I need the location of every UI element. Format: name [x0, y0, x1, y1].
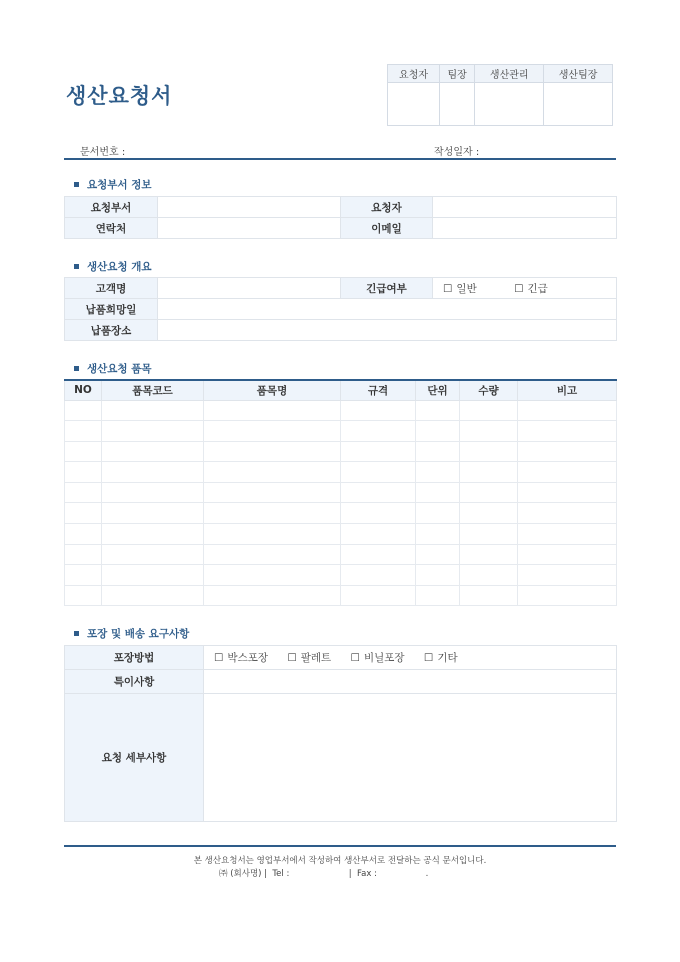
table-cell[interactable] [204, 462, 341, 483]
table-cell[interactable] [518, 524, 617, 545]
table-cell[interactable] [102, 585, 204, 606]
packing-options [204, 646, 617, 670]
table-cell[interactable] [518, 441, 617, 462]
col-header-item-name: 품목명 [204, 380, 341, 400]
requester-label: 요청자 [341, 197, 433, 218]
checkbox-icon[interactable]: ☐ [423, 652, 434, 664]
table-cell[interactable] [460, 441, 518, 462]
email-label: 이메일 [341, 218, 433, 239]
table-cell[interactable] [65, 400, 102, 421]
table-cell[interactable] [341, 565, 416, 586]
table-cell[interactable] [460, 462, 518, 483]
due-date-label: 납품희망일 [65, 299, 158, 320]
dept-field[interactable] [158, 197, 341, 218]
table-cell[interactable] [65, 565, 102, 586]
table-row [65, 482, 617, 503]
table-cell[interactable] [341, 421, 416, 442]
table-cell[interactable] [460, 503, 518, 524]
table-cell[interactable] [518, 462, 617, 483]
section-title: 요청부서 정보 [87, 179, 152, 191]
col-header-unit: 단위 [416, 380, 460, 400]
table-cell[interactable] [341, 462, 416, 483]
table-cell[interactable] [416, 585, 460, 606]
request-details-label: 요청 세부사항 [65, 694, 204, 822]
checkbox-icon[interactable]: ☐ [514, 282, 524, 295]
col-header-no: NO [65, 380, 102, 400]
section-heading-overview [74, 259, 152, 274]
section-heading-dept [74, 177, 152, 192]
table-cell[interactable] [341, 524, 416, 545]
table-row [65, 544, 617, 565]
table-cell[interactable] [65, 503, 102, 524]
checkbox-icon[interactable]: ☐ [287, 652, 297, 664]
col-header-remarks: 비고 [518, 380, 617, 400]
table-cell[interactable] [102, 482, 204, 503]
doc-info-bar [64, 138, 616, 160]
packing-table [64, 645, 617, 822]
table-row [65, 441, 617, 462]
special-notes-label: 특이사항 [65, 670, 204, 694]
table-cell[interactable] [65, 544, 102, 565]
table-cell[interactable] [204, 441, 341, 462]
section-title: 생산요청 개요 [87, 261, 152, 273]
table-cell[interactable] [65, 585, 102, 606]
approval-header-production-lead: 생산팀장 [544, 65, 613, 83]
table-cell[interactable] [416, 400, 460, 421]
footer-divider [64, 845, 616, 847]
table-row [65, 565, 617, 586]
table-cell[interactable] [341, 400, 416, 421]
table-cell[interactable] [204, 400, 341, 421]
table-row [65, 400, 617, 421]
overview-table [64, 277, 617, 341]
checkbox-icon[interactable]: ☐ [443, 282, 453, 295]
table-cell[interactable] [518, 400, 617, 421]
section-title: 생산요청 품목 [87, 363, 152, 375]
table-cell[interactable] [102, 524, 204, 545]
table-cell[interactable] [460, 565, 518, 586]
table-cell[interactable] [65, 421, 102, 442]
checkbox-icon[interactable]: ☐ [350, 652, 360, 664]
table-cell[interactable] [341, 544, 416, 565]
urgency-urgent-option[interactable]: ☐ 긴급 [514, 282, 548, 295]
table-cell[interactable] [518, 421, 617, 442]
approval-table [387, 64, 613, 126]
table-cell[interactable] [341, 585, 416, 606]
table-cell[interactable] [204, 565, 341, 586]
contact-field[interactable] [158, 218, 341, 239]
table-cell[interactable] [102, 441, 204, 462]
table-cell[interactable] [204, 524, 341, 545]
table-cell[interactable] [102, 503, 204, 524]
table-cell[interactable] [460, 585, 518, 606]
table-cell[interactable] [518, 544, 617, 565]
col-header-spec: 규격 [341, 380, 416, 400]
packing-pallet-option[interactable]: ☐ 팔레트 [287, 652, 332, 664]
section-heading-packing [74, 626, 189, 641]
dept-info-table [64, 196, 617, 239]
table-cell[interactable] [102, 565, 204, 586]
urgency-options [433, 278, 617, 299]
special-notes-field[interactable] [204, 670, 617, 694]
urgency-label: 긴급여부 [341, 278, 433, 299]
table-cell[interactable] [102, 421, 204, 442]
table-cell[interactable] [204, 503, 341, 524]
packing-method-label: 포장방법 [65, 646, 204, 670]
section-heading-items [74, 361, 152, 376]
col-header-qty: 수량 [460, 380, 518, 400]
table-cell[interactable] [65, 441, 102, 462]
customer-label: 고객명 [65, 278, 158, 299]
table-cell[interactable] [518, 503, 617, 524]
approval-sign-cell[interactable] [475, 83, 544, 126]
doc-number-label: 문서번호 : [80, 147, 126, 158]
doc-date-label: 작성일자 : [434, 147, 480, 158]
table-row [65, 524, 617, 545]
footer-notice: 본 생산요청서는 영업부서에서 작성하여 생산부서로 전달하는 공식 문서입니다. [193, 856, 487, 866]
contact-label: 연락처 [65, 218, 158, 239]
dept-label: 요청부서 [65, 197, 158, 218]
table-cell[interactable] [102, 544, 204, 565]
table-cell[interactable] [460, 421, 518, 442]
table-cell[interactable] [460, 524, 518, 545]
items-table [64, 379, 617, 606]
approval-header-team-lead: 팀장 [440, 65, 475, 83]
packing-other-option[interactable]: ☐ 기타 [423, 652, 458, 664]
requester-field[interactable] [433, 197, 617, 218]
delivery-place-field[interactable] [158, 320, 617, 341]
table-cell[interactable] [416, 421, 460, 442]
approval-header-requester: 요청자 [388, 65, 440, 83]
square-bullet-icon [74, 631, 79, 636]
table-cell[interactable] [460, 482, 518, 503]
table-cell[interactable] [341, 441, 416, 462]
due-date-field[interactable] [158, 299, 617, 320]
table-cell[interactable] [460, 400, 518, 421]
square-bullet-icon [74, 366, 79, 371]
table-cell[interactable] [102, 462, 204, 483]
section-title: 포장 및 배송 요구사항 [87, 628, 190, 640]
table-cell[interactable] [416, 544, 460, 565]
table-cell[interactable] [416, 565, 460, 586]
table-cell[interactable] [460, 544, 518, 565]
packing-box-option[interactable]: ☐ 박스포장 [214, 652, 268, 664]
checkbox-icon[interactable]: ☐ [214, 652, 224, 664]
table-cell[interactable] [416, 503, 460, 524]
table-cell[interactable] [65, 462, 102, 483]
table-cell[interactable] [204, 544, 341, 565]
table-cell[interactable] [341, 503, 416, 524]
square-bullet-icon [74, 264, 79, 269]
table-cell[interactable] [65, 482, 102, 503]
table-cell[interactable] [341, 482, 416, 503]
table-cell[interactable] [416, 462, 460, 483]
delivery-place-label: 납품장소 [65, 320, 158, 341]
footer-company-info: ㈜ (회사명) | Tel : | Fax : . [219, 869, 429, 879]
table-cell[interactable] [416, 441, 460, 462]
table-cell[interactable] [518, 565, 617, 586]
email-field[interactable] [433, 218, 617, 239]
table-cell[interactable] [518, 482, 617, 503]
customer-field[interactable] [158, 278, 341, 299]
col-header-item-code: 품목코드 [102, 380, 204, 400]
table-cell[interactable] [65, 524, 102, 545]
table-cell[interactable] [416, 482, 460, 503]
approval-header-production-mgmt: 생산관리 [475, 65, 544, 83]
approval-sign-cell[interactable] [440, 83, 475, 126]
table-cell[interactable] [204, 585, 341, 606]
square-bullet-icon [74, 182, 79, 187]
urgency-normal-option[interactable]: ☐ 일반 [443, 282, 477, 295]
document-title: 생산요청서 [66, 84, 173, 108]
table-cell[interactable] [416, 524, 460, 545]
table-row [65, 462, 617, 483]
packing-vinyl-option[interactable]: ☐ 비닐포장 [350, 652, 405, 664]
table-row [65, 421, 617, 442]
request-details-field[interactable] [204, 694, 617, 822]
table-cell[interactable] [518, 585, 617, 606]
approval-sign-cell[interactable] [388, 83, 440, 126]
table-row [65, 503, 617, 524]
table-row [65, 585, 617, 606]
table-cell[interactable] [204, 421, 341, 442]
table-cell[interactable] [204, 482, 341, 503]
table-cell[interactable] [102, 400, 204, 421]
approval-sign-cell[interactable] [544, 83, 613, 126]
